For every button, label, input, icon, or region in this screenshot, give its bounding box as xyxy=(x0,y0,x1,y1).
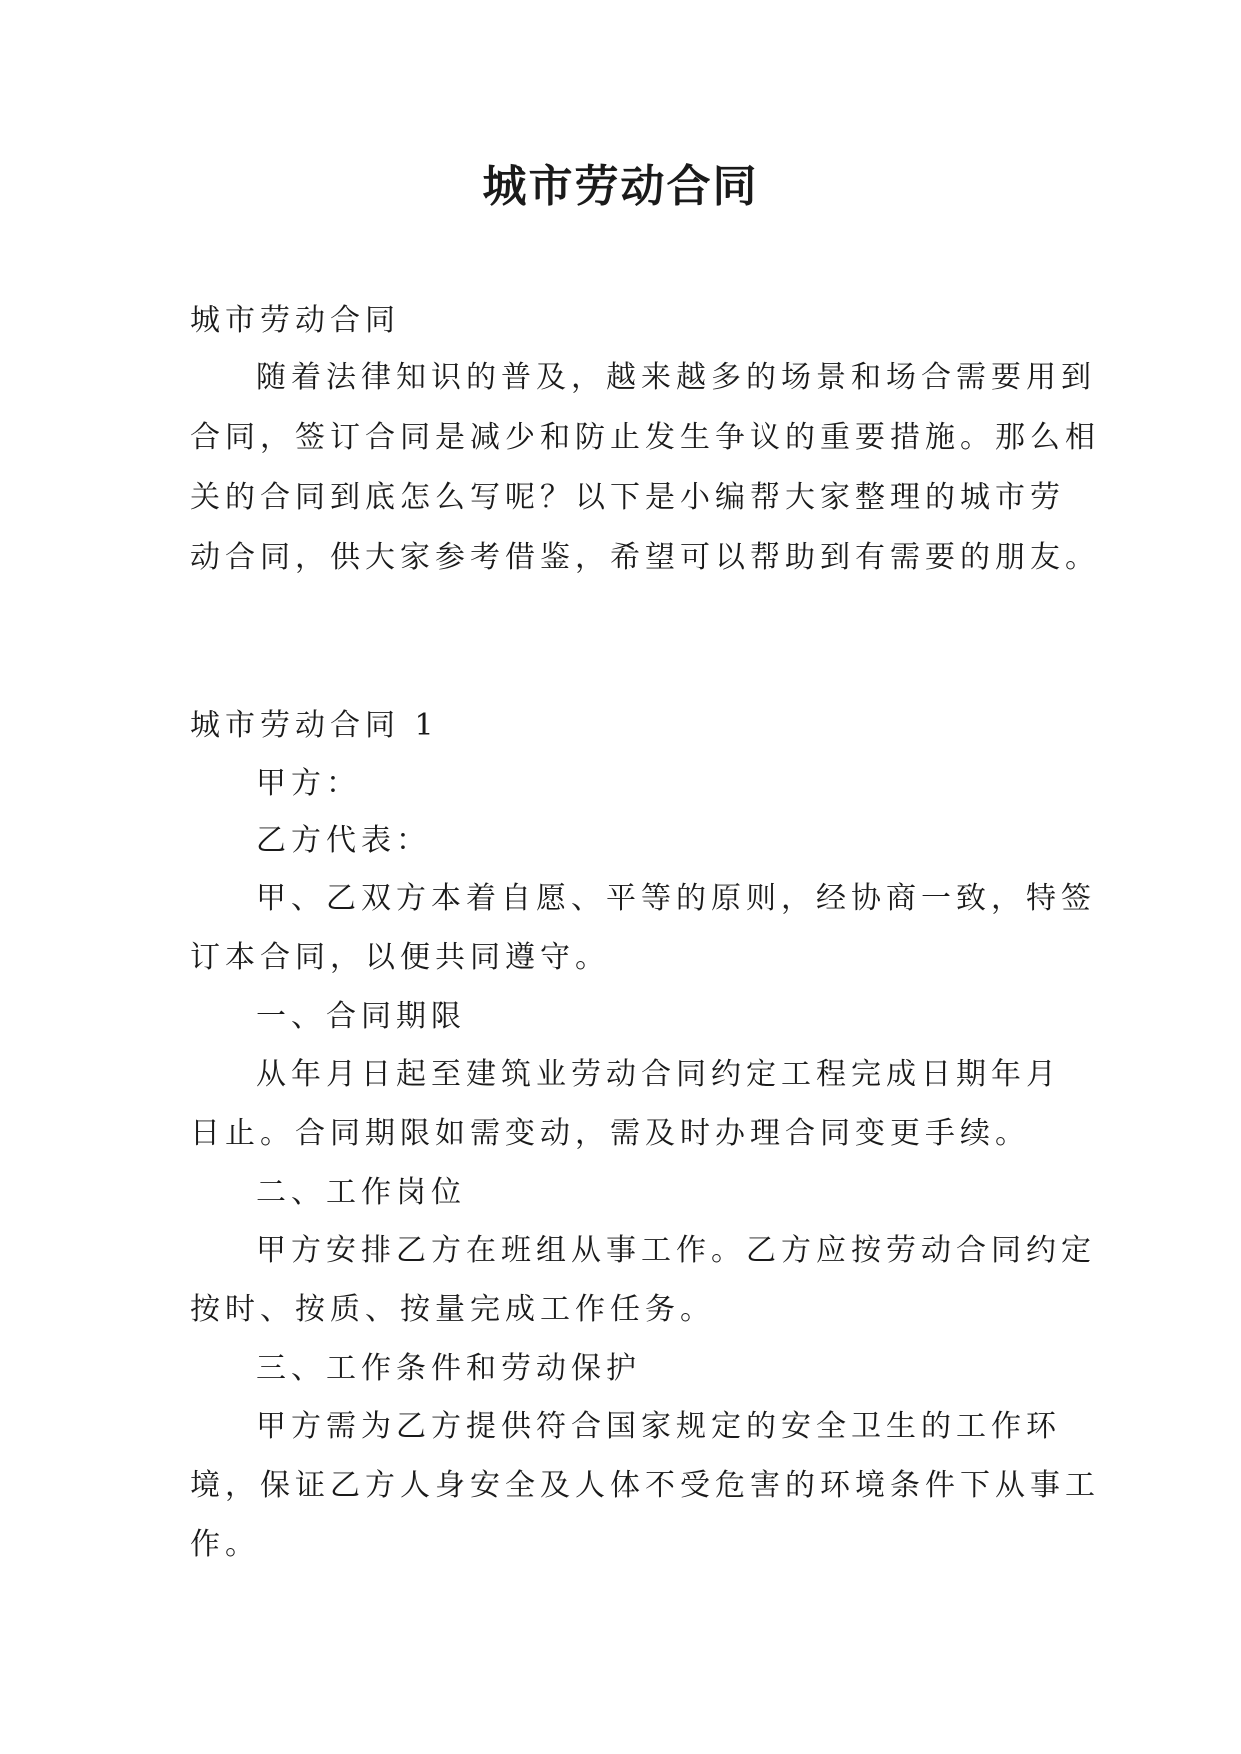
section-3-line-3: 作。 xyxy=(190,1527,260,1562)
party-b-rep-label: 乙方代表： xyxy=(256,823,431,858)
intro-line-2: 合同，签订合同是减少和防止发生争议的重要措施。那么相 xyxy=(190,420,1100,455)
intro-line-1: 随着法律知识的普及，越来越多的场景和场合需要用到 xyxy=(256,360,1096,395)
document-subtitle: 城市劳动合同 xyxy=(190,303,400,338)
intro-line-4: 动合同，供大家参考借鉴，希望可以帮助到有需要的朋友。 xyxy=(190,540,1100,575)
party-a-label: 甲方： xyxy=(256,766,361,801)
section-2-line-1: 甲方安排乙方在班组从事工作。乙方应按劳动合同约定 xyxy=(256,1233,1096,1268)
intro-line-3: 关的合同到底怎么写呢？以下是小编帮大家整理的城市劳 xyxy=(190,480,1065,515)
preamble-line-2: 订本合同，以便共同遵守。 xyxy=(190,940,610,975)
section-1-line-1: 从年月日起至建筑业劳动合同约定工程完成日期年月 xyxy=(256,1057,1061,1092)
section-3-line-2: 境，保证乙方人身安全及人体不受危害的环境条件下从事工 xyxy=(190,1468,1100,1503)
section-2-line-2: 按时、按质、按量完成工作任务。 xyxy=(190,1292,715,1327)
section-1-heading: 一、合同期限 xyxy=(256,999,466,1034)
preamble-line-1: 甲、乙双方本着自愿、平等的原则，经协商一致，特签 xyxy=(256,881,1096,916)
contract-1-heading: 城市劳动合同 1 xyxy=(190,708,439,743)
section-1-line-2: 日止。合同期限如需变动，需及时办理合同变更手续。 xyxy=(190,1116,1030,1151)
document-title: 城市劳动合同 xyxy=(482,161,759,212)
section-3-line-1: 甲方需为乙方提供符合国家规定的安全卫生的工作环 xyxy=(256,1409,1061,1444)
section-2-heading: 二、工作岗位 xyxy=(256,1175,466,1210)
section-3-heading: 三、工作条件和劳动保护 xyxy=(256,1351,641,1386)
